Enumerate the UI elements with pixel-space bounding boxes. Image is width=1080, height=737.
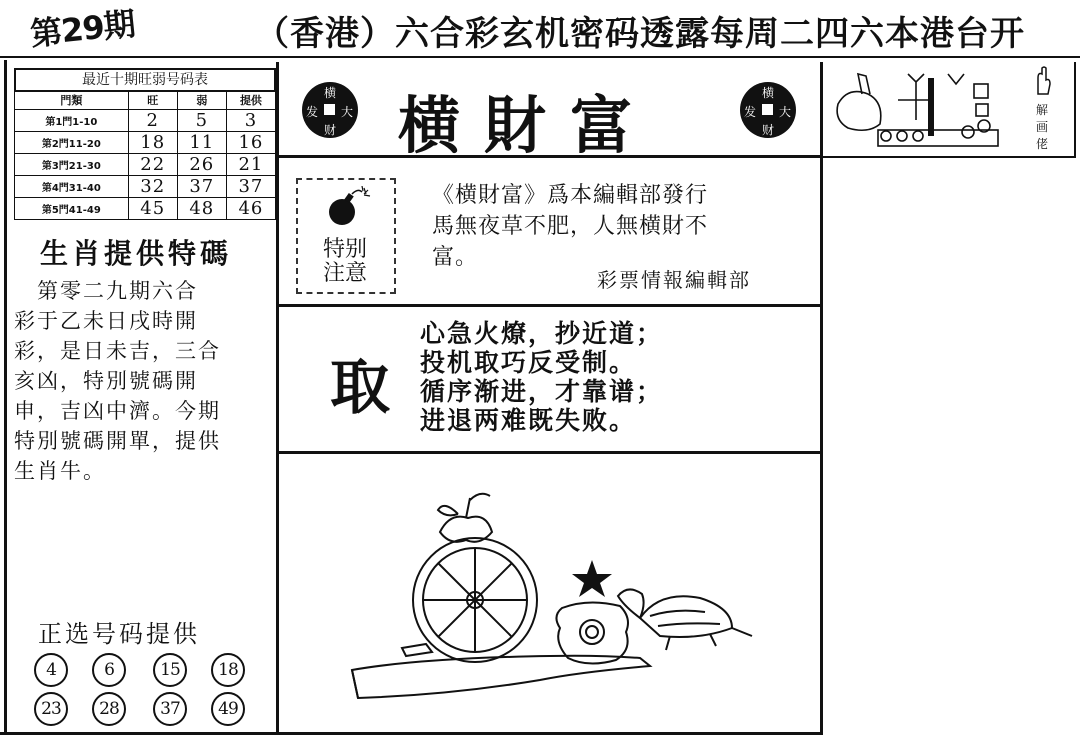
column-header: 門類	[15, 91, 129, 110]
coin-char-right: 大	[779, 105, 792, 119]
editor-signature: 彩票情報編輯部	[597, 268, 751, 292]
coin-char-top: 横	[762, 86, 775, 100]
rule-2	[276, 304, 823, 307]
table-cell: 46	[226, 198, 275, 220]
zodiac-paragraph	[14, 276, 264, 486]
table-row	[15, 176, 276, 198]
table-header-row	[15, 91, 276, 110]
bomb-icon	[326, 186, 374, 228]
verse-key-character: 取	[330, 353, 390, 423]
column-header: 旺	[128, 91, 177, 110]
header-rule	[0, 56, 1080, 58]
paper-title: 横財富	[398, 89, 657, 162]
table-cell: 21	[226, 154, 275, 176]
table-cell: 45	[128, 198, 177, 220]
hint-char: 解	[1035, 103, 1048, 117]
pick-number-ball: 49	[211, 692, 245, 726]
coin-char-left: 发	[306, 105, 319, 119]
coin-char-bottom: 财	[324, 123, 337, 137]
hot-cold-table	[14, 90, 276, 220]
column-divider-right	[820, 62, 823, 734]
table-cell: 22	[128, 154, 177, 176]
table-cell: 3	[226, 110, 275, 132]
rule-right	[823, 156, 1076, 158]
intro-paragraph	[432, 180, 802, 273]
pick-number-ball: 37	[153, 692, 187, 726]
verse-line: 心急火燎，抄近道；	[420, 319, 664, 348]
pick-number-ball: 18	[211, 653, 245, 687]
table-cell: 37	[226, 176, 275, 198]
coin-char-bottom: 财	[762, 123, 775, 137]
zodiac-title: 生肖提供特碼	[40, 237, 233, 270]
table-row	[15, 154, 276, 176]
table-cell: 11	[177, 132, 226, 154]
headline: （香港）六合彩玄机密码透露每周二四六本港台开	[255, 14, 1025, 54]
table-cell: 18	[128, 132, 177, 154]
coin-icon-left	[302, 82, 358, 138]
coin-char-right: 大	[341, 105, 354, 119]
frame-left	[4, 60, 7, 732]
hint-char: 佬	[1035, 137, 1048, 151]
intro-line: 富。	[432, 245, 479, 270]
table-cell: 48	[177, 198, 226, 220]
puzzle-thumbnail	[828, 64, 1008, 154]
intro-line: 馬無夜草不肥，人無横財不	[432, 214, 709, 239]
picks-title: 正选号码提供	[38, 620, 200, 648]
bottom-rule	[0, 732, 823, 735]
table-cell: 37	[177, 176, 226, 198]
zodiac-line: 申，吉凶中濟。今期	[14, 399, 221, 423]
table-cell: 32	[128, 176, 177, 198]
table-row	[15, 132, 276, 154]
pick-number-ball: 6	[92, 653, 126, 687]
zodiac-line: 特別號碼開單，提供	[14, 429, 221, 453]
table-cell: 2	[128, 110, 177, 132]
notice-label	[310, 238, 380, 286]
pick-number-ball: 15	[153, 653, 187, 687]
zodiac-line: 生肖牛。	[14, 459, 106, 483]
column-header: 弱	[177, 91, 226, 110]
rule-3	[276, 451, 823, 454]
table-row	[15, 198, 276, 220]
table-row	[15, 110, 276, 132]
table-title: 最近十期旺弱号码表	[14, 68, 276, 92]
verse-line: 投机取巧反受制。	[420, 348, 637, 377]
notice-label-line: 特别	[322, 237, 367, 262]
verse-line: 循序渐进，才靠谱；	[420, 377, 664, 406]
hint-char: 画	[1035, 120, 1048, 134]
row-label: 第4門31-40	[15, 176, 129, 198]
table-cell: 26	[177, 154, 226, 176]
issue-number: 第29期	[28, 4, 137, 54]
pointing-hand-icon	[1032, 66, 1054, 96]
table-cell: 16	[226, 132, 275, 154]
hint-label	[1034, 102, 1050, 153]
column-header: 提供	[226, 91, 275, 110]
zodiac-line: 第零二九期六合	[14, 279, 198, 303]
row-label: 第2門11-20	[15, 132, 129, 154]
table-cell: 5	[177, 110, 226, 132]
zodiac-line: 亥凶，特別號碼開	[14, 369, 198, 393]
row-label: 第1門1-10	[15, 110, 129, 132]
row-label: 第5門41-49	[15, 198, 129, 220]
notice-label-line: 注意	[322, 261, 367, 286]
column-divider-left	[276, 62, 279, 734]
coin-char-left: 发	[744, 105, 757, 119]
verse-line: 进退两难既失败。	[420, 406, 637, 435]
frame-right	[1074, 62, 1076, 158]
coin-char-top: 横	[324, 86, 337, 100]
zodiac-line: 彩，是日未吉，三合	[14, 339, 221, 363]
puzzle-illustration	[340, 490, 770, 715]
pick-number-ball: 4	[34, 653, 68, 687]
coin-icon-right	[740, 82, 796, 138]
pick-number-ball: 28	[92, 692, 126, 726]
pick-number-ball: 23	[34, 692, 68, 726]
intro-line: 《横財富》爲本編輯部發行	[432, 183, 709, 208]
zodiac-line: 彩于乙未日戌時開	[14, 309, 198, 333]
row-label: 第3門21-30	[15, 154, 129, 176]
